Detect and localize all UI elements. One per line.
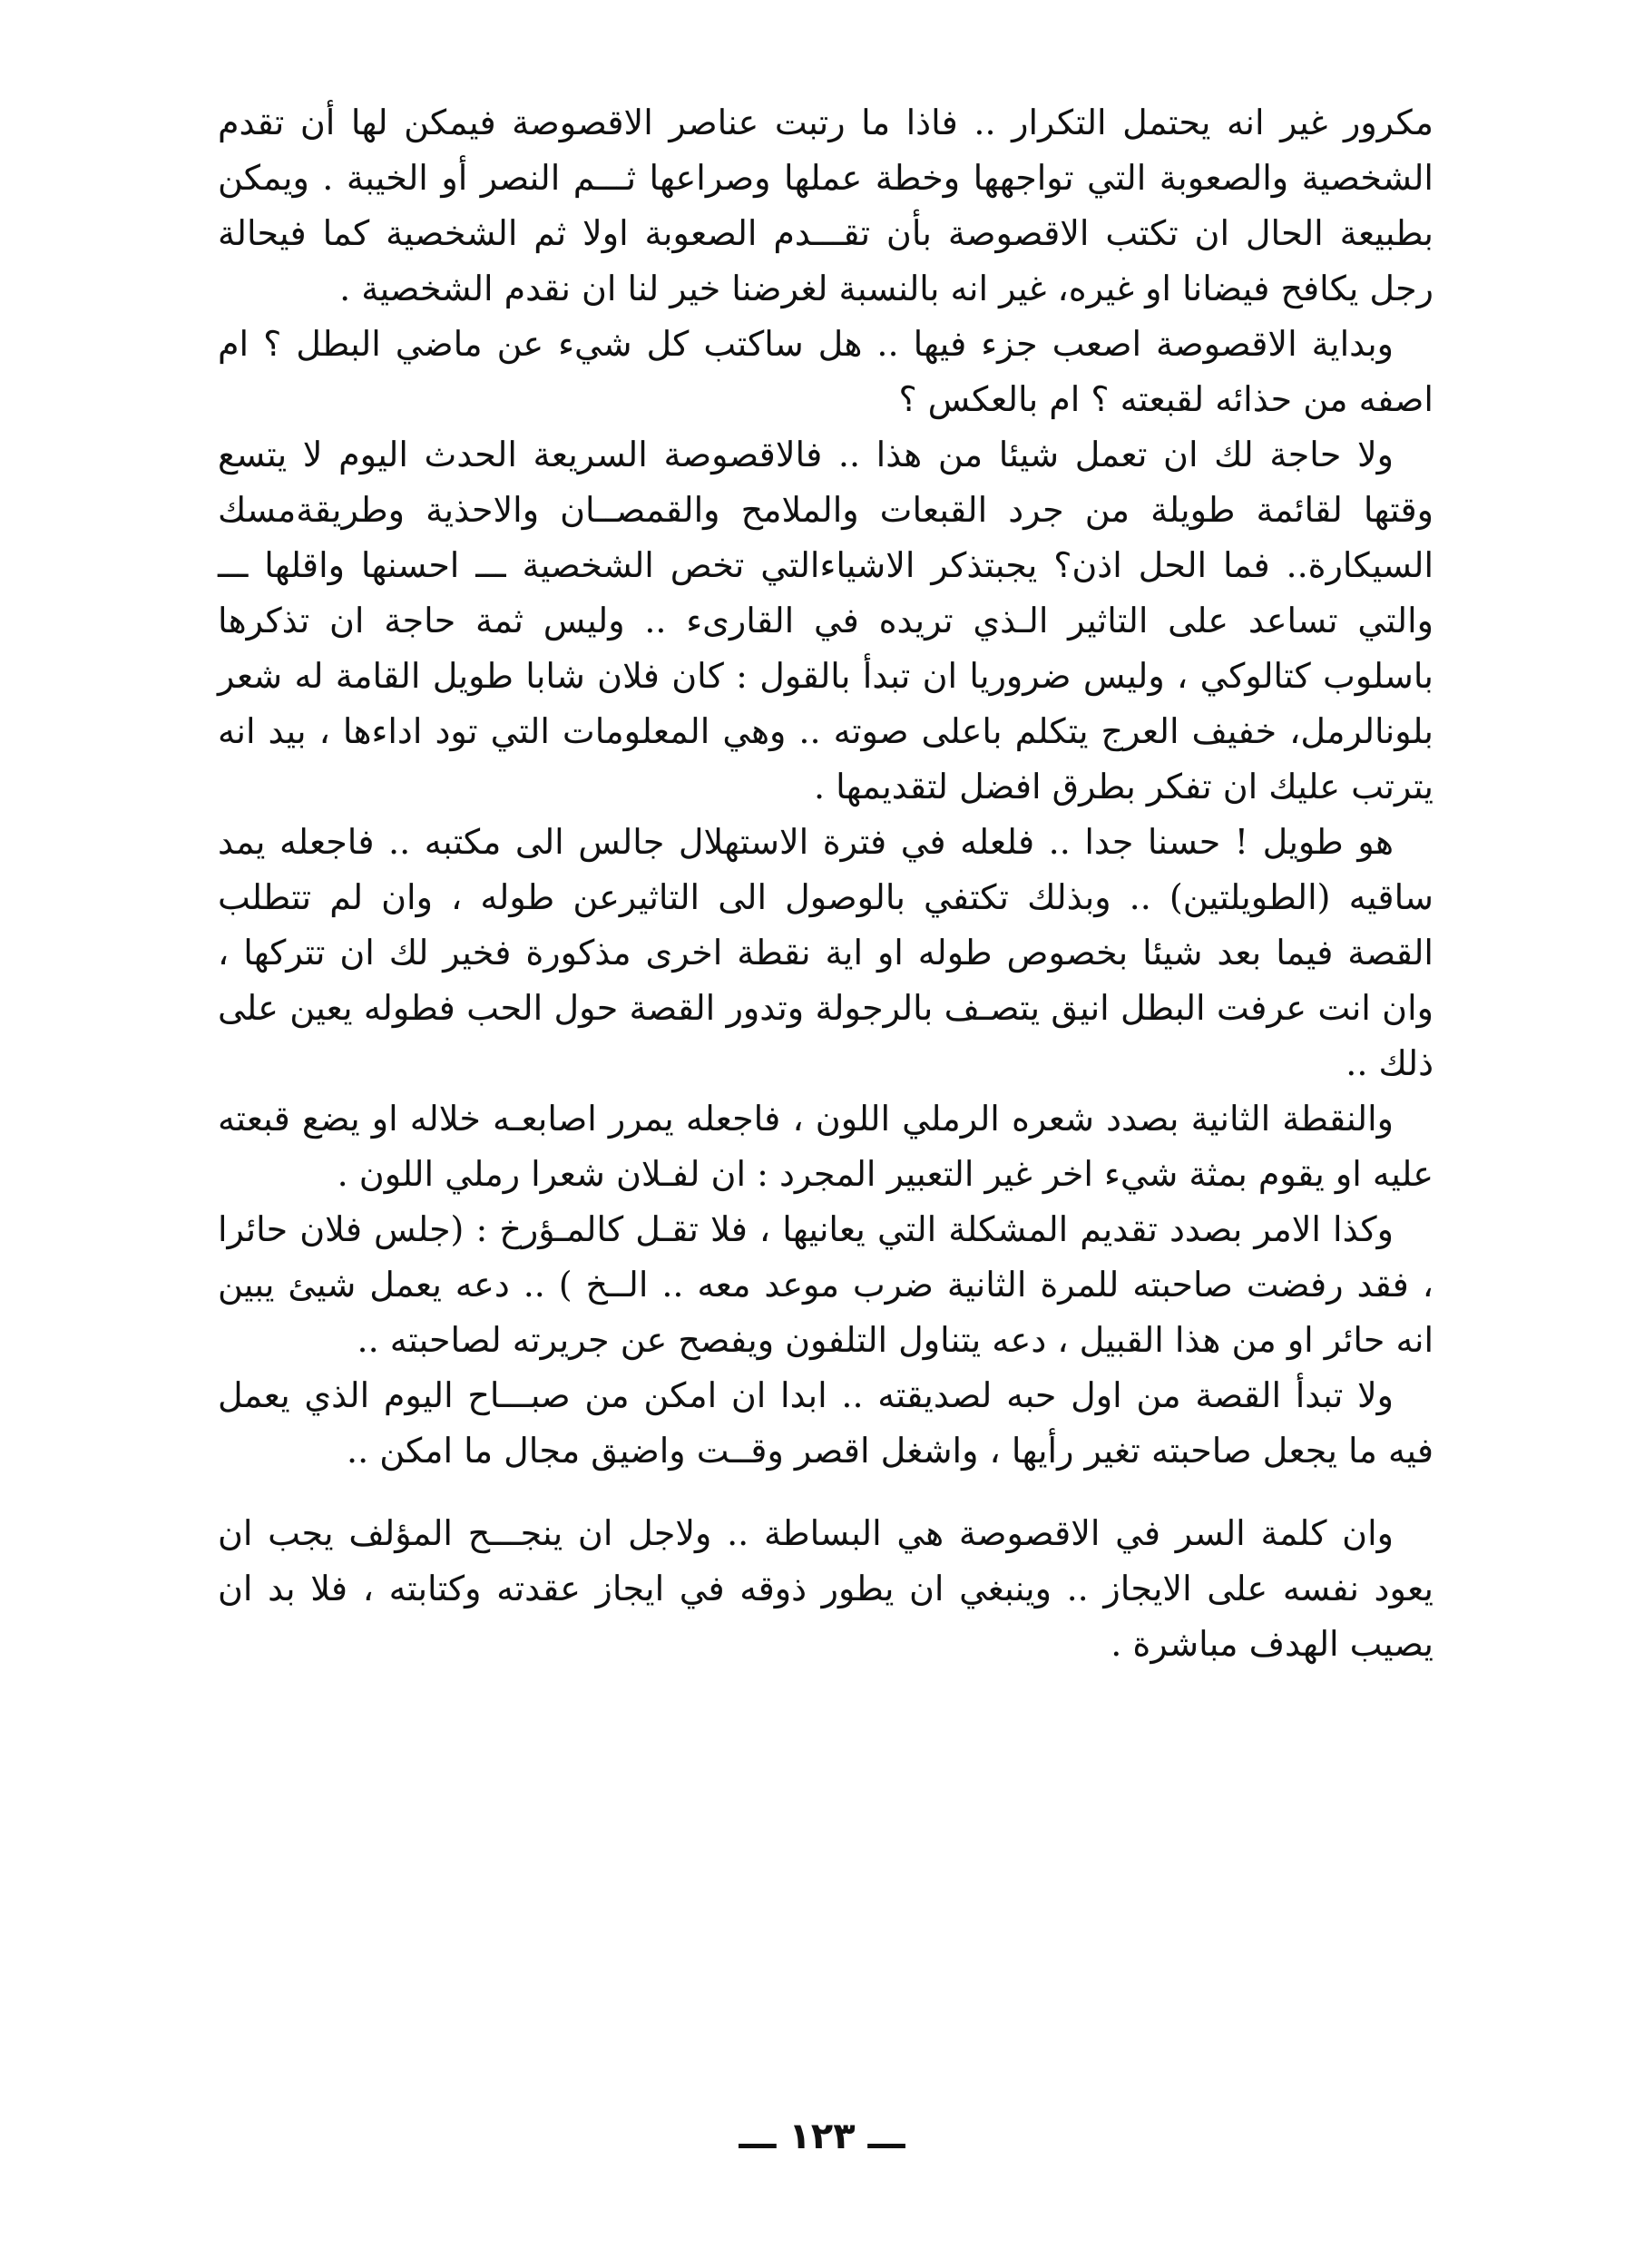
paragraph-1: مكرور غير انه يحتمل التكرار .. فاذا ما رتبت عناصر الاقصوصة فيمكن لها أن تقدم الشخصية والصعوبة التي تواجهها وخطة عملها وصراعها ثـــم النصر أو الخيبة . ويمكن بطبيعة الحال ان تكتب الاقصوصة بأن تقـــدم الصعوبة اولا ثم الشخصية كما فيحالة رجل يكافح فيضانا او غيره، غير انه بالنسبة لغرضنا خير لنا ان نقدم الشخصية . xyxy=(218,103,1434,308)
body-text xyxy=(218,95,1434,1672)
paragraph-8: وان كلمة السر في الاقصوصة هي البساطة .. ولاجل ان ينجـــح المؤلف يجب ان يعود نفسه على الايجاز .. وينبغي ان يطور ذوقه في ايجاز عقدته وكتابته ، فلا بد ان يصيب الهدف مباشرة . xyxy=(218,1513,1434,1664)
paragraph-6: وكذا الامر بصدد تقديم المشكلة التي يعانيها ، فلا تقـل كالمـؤرخ : (جلس فلان حائرا ، فقد رفضت صاحبته للمرة الثانية ضرب موعد معه .. الــخ ) .. دعه يعمل شيئ يبين انه حائر او من هذا القبيل ، دعه يتناول التلفون ويفصح عن جريرته لصاحبته .. xyxy=(218,1209,1434,1360)
paragraph-7: ولا تبدأ القصة من اول حبه لصديقته .. ابدا ان امكن من صبـــاح اليوم الذي يعمل فيه ما يجعل صاحبته تغير رأيها ، واشغل اقصر وقــت واضيق مجال ما امكن .. xyxy=(218,1375,1434,1471)
paragraph-2: وبداية الاقصوصة اصعب جزء فيها .. هل ساكتب كل شيء عن ماضي البطل ؟ ام اصفه من حذائه لقبعته ؟ ام بالعكس ؟ xyxy=(218,324,1434,419)
paragraph-3: ولا حاجة لك ان تعمل شيئا من هذا .. فالاقصوصة السريعة الحدث اليوم لا يتسع وقتها لقائمة طويلة من جرد القبعات والملامح والقمصــان والاحذية وطريقةمسك السيكارة.. فما الحل اذن؟ يجبتذكر الاشياءالتي تخص الشخصية ـــ احسنها واقلها ـــ والتي تساعد على التاثير الـذي تريده في القارىء .. وليس ثمة حاجة ان تذكرها باسلوب كتالوكي ، وليس ضروريا ان تبدأ بالقول : كان فلان شابا طويل القامة له شعر بلونالرمل، خفيف العرج يتكلم باعلى صوته .. وهي المعلومات التي تود اداءها ، بيد انه يترتب عليك ان تفكر بطرق افضل لتقديمها . xyxy=(218,435,1434,807)
paragraph-5: والنقطة الثانية بصدد شعره الرملي اللون ، فاجعله يمرر اصابعـه خلاله او يضع قبعته عليه او يقوم بمثة شيء اخر غير التعبير المجرد : ان لفـلان شعرا رملي اللون . xyxy=(218,1099,1434,1194)
page-number: ـــ ١٢٣ ـــ xyxy=(739,2116,905,2157)
paragraph-4: هو طويل ! حسنا جدا .. فلعله في فترة الاستهلال جالس الى مكتبه .. فاجعله يمد ساقيه (الطويلتين) .. وبذلك تكتفي بالوصول الى التاثيرعن طوله ، وان لم تتطلب القصة فيما بعد شيئا بخصوص طوله او اية نقطة اخرى مذكورة فخير لك ان تتركها ، وان انت عرفت البطل انيق يتصـف بالرجولة وتدور القصة حول الحب فطوله يعين على ذلك .. xyxy=(218,822,1434,1083)
